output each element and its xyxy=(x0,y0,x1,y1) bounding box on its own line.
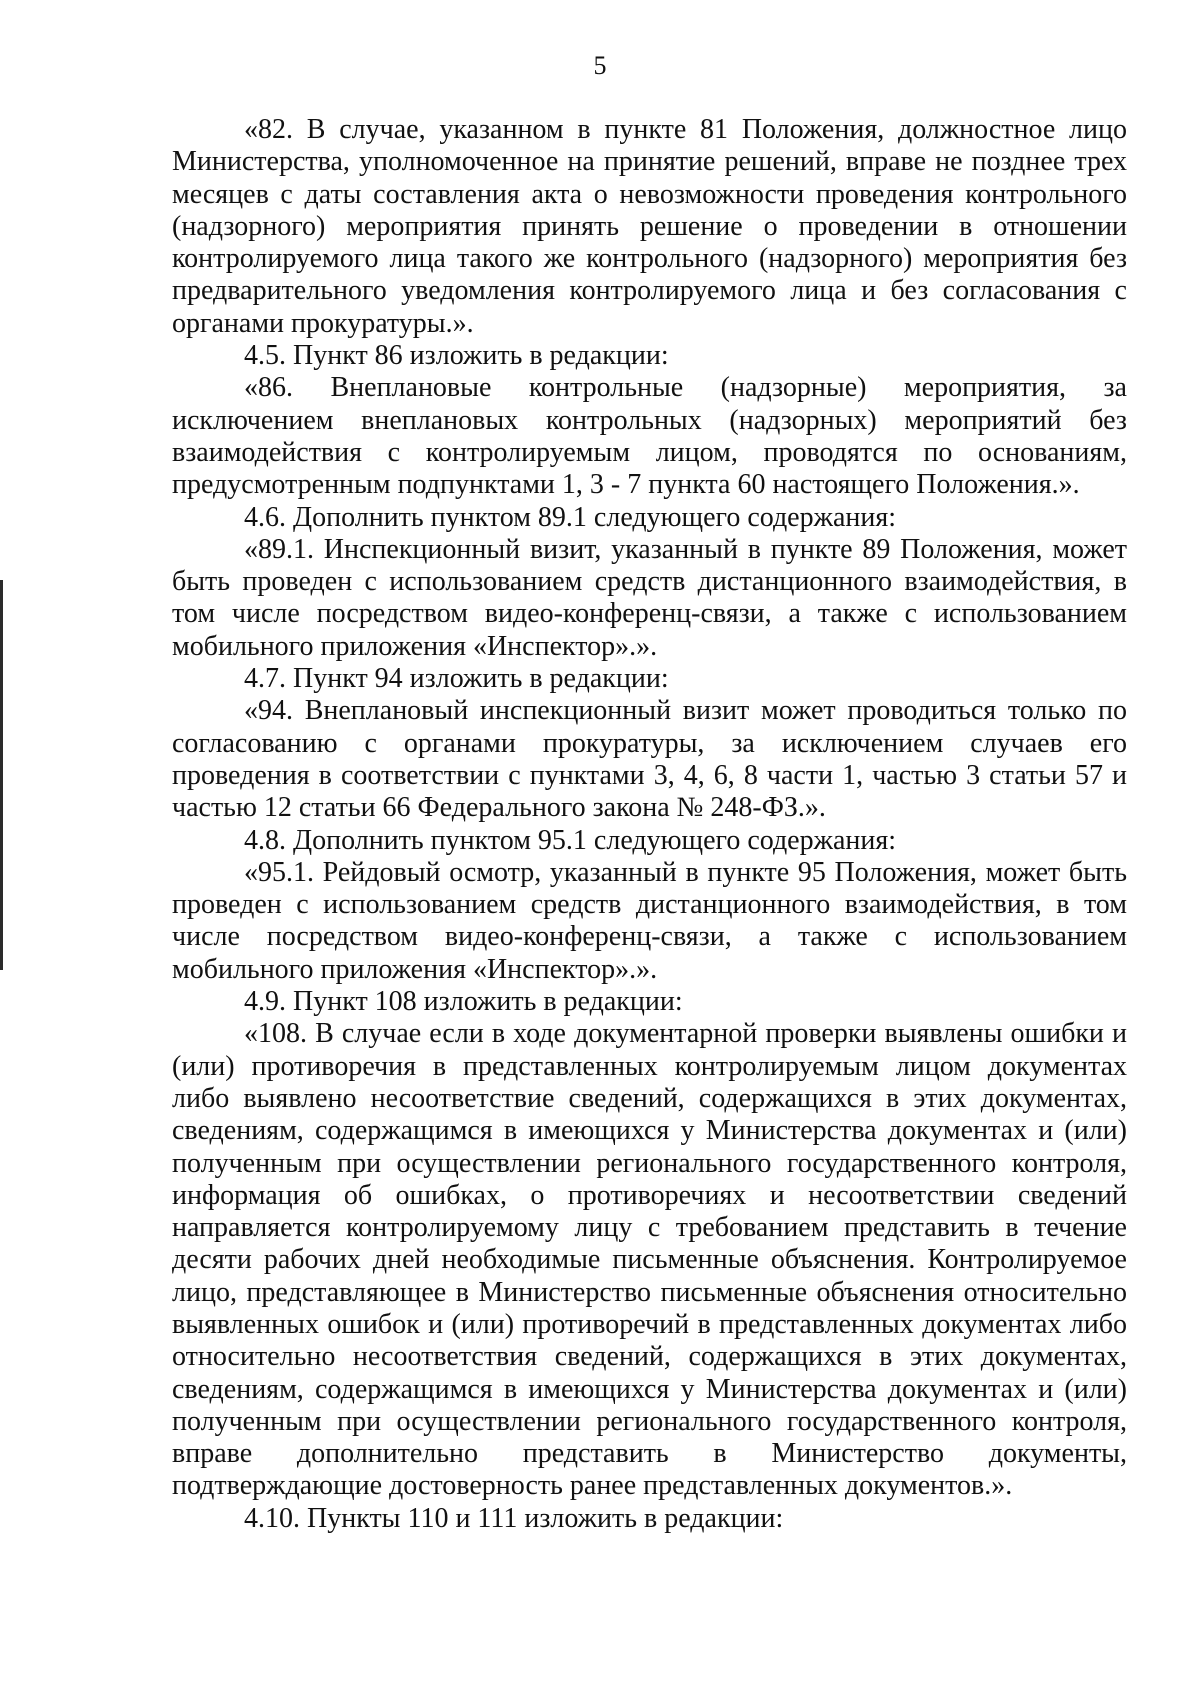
paragraph-108: «108. В случае если в ходе документарной проверки выявлены ошибки и (или) противоречия в представленных контролируемым лицом документах либо выявлено несоответствие сведений, содержащихся в этих документах, сведениям, содержащимся в имеющихся у Министерства документах и (или) полученным при осуществлении регионального государственного контроля, информация об ошибках, о противоречиях и несоответствии сведений направляется контролируемому лицу с требованием представить в течение десяти рабочих дней необходимые письменные объяснения. Контролируемое лицо, представляющее в Министерство письменные объяснения относительно выявленных ошибок и (или) противоречий в представленных документах либо относительно несоответствия сведений, содержащихся в этих документах, сведениям, содержащимся в имеющихся у Министерства документах и (или) полученным при осуществлении регионального государственного контроля, вправе дополнительно представить в Министерство документы, подтверждающие достоверность ранее представленных документов.». xyxy=(172,1018,1127,1502)
document-body xyxy=(172,114,1127,1535)
paragraph-4-9-heading: 4.9. Пункт 108 изложить в редакции: xyxy=(244,986,683,1018)
paragraph-94: «94. Внеплановый инспекционный визит может проводиться только по согласованию с органами прокуратуры, за исключением случаев его проведения в соответствии с пунктами 3, 4, 6, 8 части 1, частью 3 статьи 57 и частью 12 статьи 66 Федерального закона № 248-ФЗ.». xyxy=(172,695,1127,824)
paragraph-4-5-heading: 4.5. Пункт 86 изложить в редакции: xyxy=(244,340,669,372)
paragraph-95-1: «95.1. Рейдовый осмотр, указанный в пункте 95 Положения, может быть проведен с использованием средств дистанционного взаимодействия, в том числе посредством видео-конференц-связи, а также с использованием мобильного приложения «Инспектор».». xyxy=(172,856,1127,985)
paragraph-89-1: «89.1. Инспекционный визит, указанный в пункте 89 Положения, может быть проведен с использованием средств дистанционного взаимодействия, в том числе посредством видео-конференц-связи, а также с использованием мобильного приложения «Инспектор».». xyxy=(172,533,1127,662)
paragraph-86: «86. Внеплановые контрольные (надзорные) мероприятия, за исключением внеплановых контрольных (надзорных) мероприятий без взаимодействия с контролируемым лицом, проводятся по основаниям, предусмотренным подпунктами 1, 3 - 7 пункта 60 настоящего Положения.». xyxy=(172,372,1127,501)
scan-edge-artifact xyxy=(0,580,3,970)
paragraph-4-8-heading: 4.8. Дополнить пунктом 95.1 следующего содержания: xyxy=(244,824,897,856)
paragraph-4-6-heading: 4.6. Дополнить пунктом 89.1 следующего содержания: xyxy=(244,501,897,533)
page-number: 5 xyxy=(593,51,607,80)
paragraph-82: «82. В случае, указанном в пункте 81 Положения, должностное лицо Министерства, уполномоченное на принятие решений, вправе не позднее трех месяцев с даты составления акта о невозможности проведения контрольного (надзорного) мероприятия принять решение о проведении в отношении контролируемого лица такого же контрольного (надзорного) мероприятия без предварительного уведомления контролируемого лица и без согласования с органами прокуратуры.». xyxy=(172,114,1127,339)
paragraph-4-10-heading: 4.10. Пункты 110 и 111 изложить в редакции: xyxy=(244,1502,784,1534)
paragraph-4-7-heading: 4.7. Пункт 94 изложить в редакции: xyxy=(244,663,669,695)
